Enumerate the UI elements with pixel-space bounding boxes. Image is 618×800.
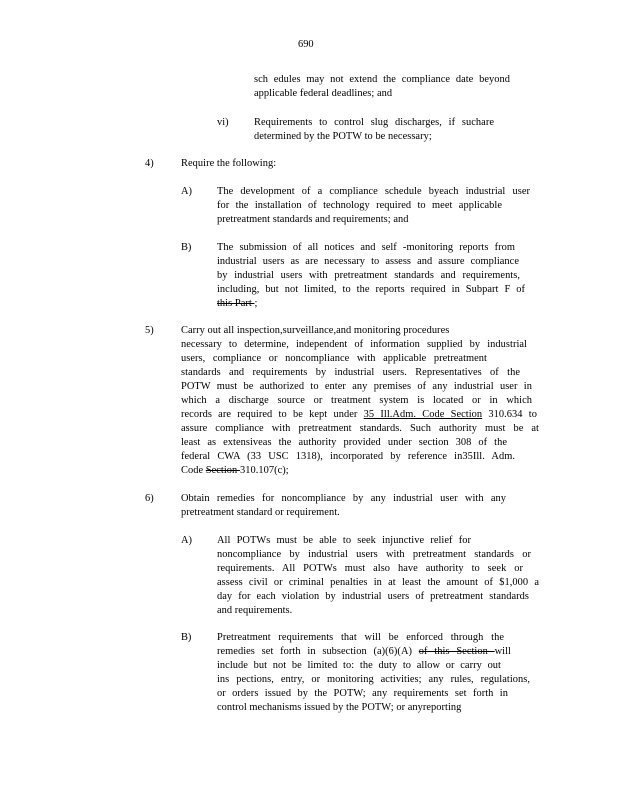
body-line xyxy=(181,464,289,477)
body-line: assure compliance with pretreatment standards. Such authority must be at xyxy=(181,423,539,434)
body-line: ins pections, entry, or monitoring activities; any rules, regulations, xyxy=(217,674,530,685)
body-line: or orders issued by the POTW; any requirements set forth in xyxy=(217,688,508,699)
list-marker: A) xyxy=(181,186,192,197)
body-line: users, compliance or noncompliance with applicable pretreatment xyxy=(181,353,487,364)
body-line: which a discharge source or treatment system is located or in which xyxy=(181,395,532,406)
body-line: POTW must be authorized to enter any premises of any industrial user in xyxy=(181,381,532,392)
list-marker: B) xyxy=(181,242,192,253)
page-number: 690 xyxy=(298,39,314,50)
text-span: ; xyxy=(254,298,258,309)
body-line: day for each violation by industrial users of pretreatment standards xyxy=(217,591,529,602)
body-line: include but not be limited to: the duty to allow or carry out xyxy=(217,660,501,671)
body-line: Obtain remedies for noncompliance by any industrial user with any xyxy=(181,493,506,504)
body-line: and requirements. xyxy=(217,605,293,616)
body-line xyxy=(181,408,537,421)
text-span: Code xyxy=(181,465,206,476)
list-marker: vi) xyxy=(217,117,229,128)
list-marker: B) xyxy=(181,632,192,643)
body-line: including, but not limited, to the reports required in Subpart F of xyxy=(217,284,525,295)
body-line: Carry out all inspection,surveillance,and monitoring procedures xyxy=(181,325,450,336)
body-line: assess civil or criminal penalties in at least the amount of $1,000 a xyxy=(217,577,539,588)
body-line: The development of a compliance schedule byeach industrial user xyxy=(217,186,530,197)
text-span: records are required to be kept under xyxy=(181,409,364,420)
struck-text: Section xyxy=(205,465,240,476)
struck-text: of this Section xyxy=(418,646,495,657)
body-line: applicable federal deadlines; and xyxy=(254,88,393,99)
body-line xyxy=(217,645,511,658)
body-line: Require the following: xyxy=(181,158,277,169)
list-marker: 6) xyxy=(145,493,154,504)
body-line: pretreatment standard or requirement. xyxy=(181,507,340,518)
list-marker: 5) xyxy=(145,325,154,336)
body-line: federal CWA (33 USC 1318), incorporated by reference in35Ill. Adm. xyxy=(181,451,515,462)
body-line: sch edules may not extend the compliance date beyond xyxy=(254,74,510,85)
text-span: 310.107(c); xyxy=(239,465,289,476)
body-line: pretreatment standards and requirements; and xyxy=(217,214,409,225)
text-span: will xyxy=(494,646,511,657)
list-marker: A) xyxy=(181,535,192,546)
body-line: control mechanisms issued by the POTW; or anyreporting xyxy=(217,702,462,713)
body-line: determined by the POTW to be necessary; xyxy=(254,131,432,142)
text-span: remedies set forth in subsection (a)(6)(A) xyxy=(217,646,419,657)
body-line: necessary to determine, independent of information supplied by industrial xyxy=(181,339,527,350)
body-line: Pretreatment requirements that will be enforced through the xyxy=(217,632,504,643)
body-line: by industrial users with pretreatment standards and requirements, xyxy=(217,270,520,281)
body-line: standards and requirements by industrial users. Representatives of the xyxy=(181,367,520,378)
text-span: 310.634 to xyxy=(482,409,537,420)
body-line xyxy=(217,297,257,310)
list-marker: 4) xyxy=(145,158,154,169)
body-line: All POTWs must be able to seek injunctive relief for xyxy=(217,535,471,546)
struck-text: this Part xyxy=(217,298,255,309)
body-line: noncompliance by industrial users with pretreatment standards or xyxy=(217,549,531,560)
body-line: for the installation of technology required to meet applicable xyxy=(217,200,502,211)
body-line: The submission of all notices and self -monitoring reports from xyxy=(217,242,515,253)
body-line: requirements. All POTWs must also have authority to seek or xyxy=(217,563,523,574)
body-line: least as extensiveas the authority provided under section 308 of the xyxy=(181,437,507,448)
underlined-text: 35 Ill.Adm. Code Section xyxy=(363,409,483,420)
body-line: Requirements to control slug discharges, if suchare xyxy=(254,117,494,128)
body-line: industrial users as are necessary to assess and assure compliance xyxy=(217,256,519,267)
